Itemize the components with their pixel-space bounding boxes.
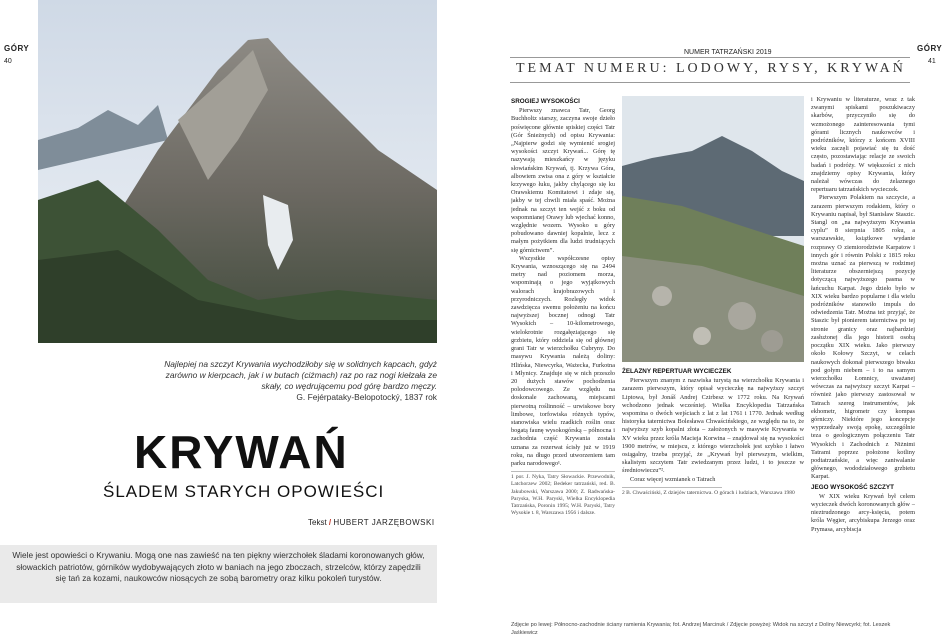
author-name: HUBERT JARZĘBOWSKI — [333, 518, 435, 527]
paragraph: Pierwszym Polakiem na szczycie, a zarazem pierwszym rodakiem, który o Krywaniu napisał, był Stanisław Staszic. Stangl on „na najwyższym Krywania cyplu” 8 sierpnia 1805 roku, a warszawskie, książkowe wydanie rozprawy O ziemiorodztwie Karpatow i innych gór i równin Polski z 1815 roku można uznać za pierwszą w rodzimej literaturze obszerniejszą pozycję dotyczącą najwyższego pasma w łańcuchu Karpat. Jego dzieło było w XIX wieku bardzo popularne i dla wielu podróżników stanowiło impuls do odwiedzenia Tatr. Można też przyjąć, że Staszic był pionierem taternictwa po tej stronie granicy oraz najbardziej zasłużonej dla jego historii osobą początku XIX wieku. Jako pierwszy około Kołowy Szczyt, w celach naukowych dokonał pierwszego biwaku pod gołym niebem – i to na samym wierzchołku Łomnicy, uważanej wówczas za najwyższy szczyt Karpat – również jako pierwszy zastosował w Tatrach szereg instrumentów, jak ekhometr, higrometr czy kompas górniczy. Niektóre jego koncepcje wyprzedzały swoją epokę, szczególnie teza o geologicznym połączeniu Tatr Wysokich i Zachodnich z Niżnimi Tatrami poprzez położone kotliny podtatrzańskie, a więc zaniwalanie głównego, wododziałowego grzbietu Karpat. — [811, 194, 915, 481]
header-rule — [510, 57, 910, 58]
footnote-1: 1 por. J. Nyka, Tatry Słowackie. Przewodnik, Latchorzew 2002; Bedeker tatrzański, red. B. Jakubowski, Warszawa 2000; Z. Radwańska-Paryska, W.H. Paryski, Wielka Encyklopedia Tatrzańska, Poronin 1995; W.H. Paryski, Tatry Wysokie t. 8, Warszawa 1956 i dalsze. — [511, 474, 615, 517]
paragraph: W XIX wieku Krywań był celem wycieczek dwóch koronowanych głów – nieztrudzonego arcy-księcia, potem króla Węgier, arcybiskupa Jerzego oraz Prymasa, arcybiscja — [811, 492, 915, 533]
right-page-number: 41 — [928, 58, 936, 65]
right-section-label: GÓRY — [917, 44, 943, 53]
article-author: Tekst / HUBERT JARZĘBOWSKI — [308, 518, 435, 527]
left-section-label: GÓRY — [4, 44, 30, 53]
paragraph: Pierwszy znawca Tatr, Georg Buchholtz starszy, zaczyna swoje dzieło poświęcone głównie spiskiej części Tatr (Gór Śnieżnych) od opisu Krywania: „Najpierw godzi się wymienić srogiej wysokości szczyt Krywań... Górę tę nazywają mieszkańcy w języku słowiańskim Krywań, tj. Krzywa Góra, albowiem zwisa ona z góry w kształcie krzywego łuku, jakby chylącego się ku Orawskiemu Komitatowi i zdaje się, jakby w tej chwili miała spaść. Można jednak na szczyt ten wejść z boku od wspomnianej Orawy lub wjechać konno, względnie wozem. Wysoko u góry pobudowano dawniej kopalnie, lecz z małym pożytkiem dla ludzi trudniących się górnictwem”. — [511, 107, 615, 254]
photo-caption-text: Najlepiej na szczyt Krywania wychodziłoby się w solidnych kapcach, gdyż zarówno w kierpcach, jak i w butach (ciżmach) raz po raz nogi kiełzała ze skały, co wędrującemu pod górę bardzo męczy. — [164, 359, 437, 391]
paragraph: Coraz więcej wzmianek o Tatrach — [630, 475, 716, 483]
paragraph: Wszystkie współczesne opisy Krywania, wznoszącego się na 2494 metry nad poziomem morza, wspominają o jego wyjątkowych walorach krajobrazowych i przyrodniczych. Rozległy widok zawdzięcza swemu położeniu na końcu najwyższej bocznej odnogi Tatr Wysokich – 10-kilometrowego, wielokrotnie rozgałęziającego się grzbietu, który oddziela się od głównej grani Tatr w wierzchołku Cubryny. Do masywu Krywania należą doliny: Hlińska, Niewcyrka, Ważecka, Furkotna i Młynicy. Znajduje się w nich przeszło 20 dużych stawów pochodzenia polodowcowego. Ze względu na doskonale zachowaną, miejscami pierwotną roślinność – urwiskowe bory limbowe, torfowiska różnych typów, stanowiska wielu rzadkich roślin oraz bogatą faunę wysokogórską – północna i zachodnia część Krywania została uznana za rezerwat ścisły już w 1919 roku, na długo przed utworzeniem tam parku narodowego¹. — [511, 254, 615, 467]
paragraph: i Krywaniu w literaturze, wraz z tak zwanymi spiskami poszukiwaczy skarbów, przyczyniło się do wzmożonego zainteresowania tymi górami licznych naukowców i podróżników, którzy z końcem XVIII wieku zaczęli pojawiać się tu dość często, pozostawiając relacje ze swoich badań i podróży. W większości z nich znajdziemy opisy Krywania, który należał wówczas do żelaznego repertuaru tatrzańskich wycieczek. — [811, 96, 915, 194]
paragraph: Pierwszym znanym z nazwiska turystą na wierzchołku Krywania i zarazem pierwszym, który opisał wycieczkę na najwyższy szczyt Liptowa, był Jonáš Andrej Czirbesz w 1772 roku. Na Krywań wchodzono jednak wcześniej. Wielka Encyklopedia Tatrzańska wspomina o dwóch wejściach z lat z lat 1761 i 1770. Jednak według historyka taternictwa Bolesława Chwaścińskiego, ze względu na to, że najwyższy szyb kopalni złota – założonych w masywie Krywania w XV wieku przez króla Macieja Korwina – znajdował się na wysokości 1900 metrów, w miejscu, z którego wierzchołek jest szybko i łatwo osiągalny, trzeba przyjąć, że „Krywań był pierwszym, wielkim, skalistym szczytem Tatr zwiedzanym przez ludzi, i to jeszcze w średniowieczu”². — [622, 377, 804, 475]
krywan-valley-photo — [622, 96, 804, 362]
section-heading-2: ŻELAZNY REPERTUAR WYCIECZEK — [622, 368, 732, 375]
column-2 — [622, 366, 804, 606]
article-subtitle: ŚLADEM STARYCH OPOWIEŚCI — [103, 482, 385, 501]
article-title: KRYWAŃ — [134, 426, 349, 478]
section-heading-3: JEGO WYSOKOŚĆ SZCZYT — [811, 483, 894, 491]
issue-theme: TEMAT NUMERU: LODOWY, RYSY, KRYWAŃ — [516, 61, 906, 76]
photo-credits-footer: Zdjęcie po lewej: Północno-zachodnie ściany ramienia Krywania; fot. Andrzej Marcinuk / Zdjęcie powyżej: Widok na szczyt z Doliny Niewcyrki; fot. Leszek Jaśkiewicz — [511, 622, 891, 636]
header-rule-bottom — [510, 82, 910, 83]
column-1 — [511, 96, 615, 616]
author-label: Tekst — [308, 518, 327, 527]
article-lead: Wiele jest opowieści o Krywaniu. Mogą one nas zawieść na ten piękny wierzchołek śladami koronowanych głów, słowackich patriotów, górników wydobywających złoto w baniach na jego zboczach, strzelców, którzy zapędzili się tań za kozami, naukowców niosących ze sobą barometry oraz kilku pokoleń turystów. — [0, 545, 437, 603]
photo-caption-quote — [150, 359, 437, 403]
footnote-2: 2 B. Chwaściński, Z dziejów taternictwa. O górach i ludziach, Warszawa 1980 — [622, 489, 795, 496]
left-page-number: 40 — [4, 58, 12, 65]
issue-label: NUMER TATRZAŃSKI 2019 — [684, 49, 772, 56]
photo-caption-author: G. Fejérpataky-Belopotocký, 1837 rok — [296, 392, 437, 402]
krywan-north-face-photo — [38, 0, 437, 343]
section-heading-1: SROGIEJ WYSOKOŚCI — [511, 98, 580, 105]
column-3 — [811, 96, 915, 611]
